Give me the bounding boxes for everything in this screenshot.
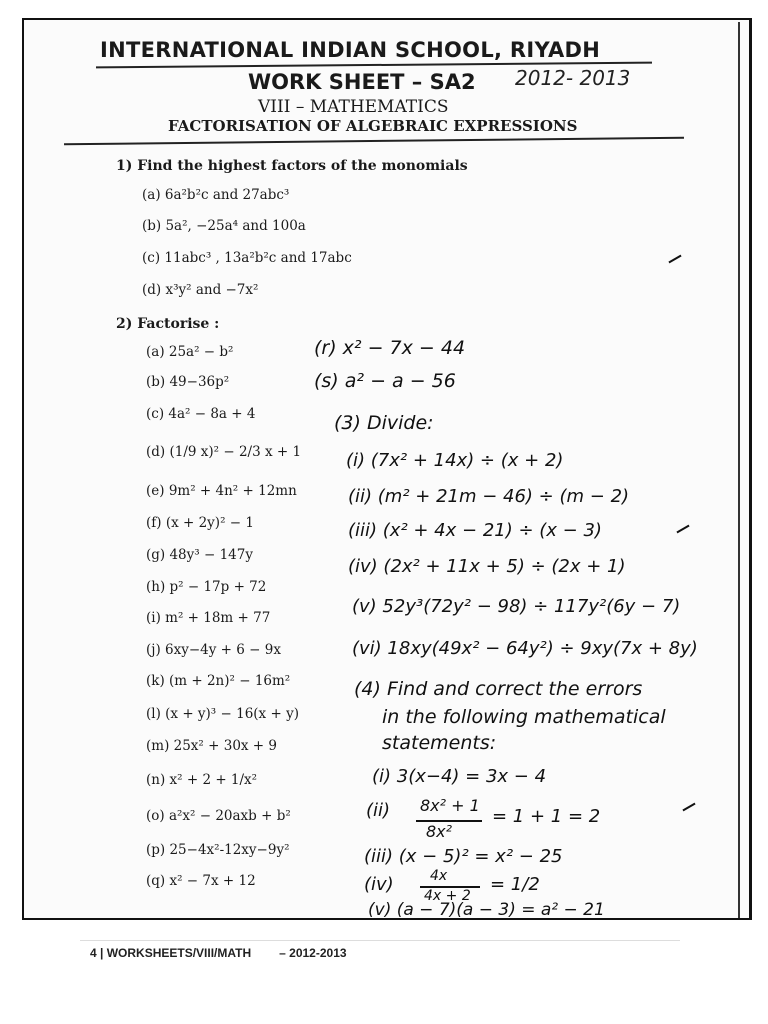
q4-item-ii-numerator: 8x² + 1 xyxy=(420,796,480,815)
q2-item-a: (a) 25a² − b² xyxy=(146,344,234,360)
topic-title: FACTORISATION OF ALGEBRAIC EXPRESSIONS xyxy=(168,117,578,135)
footer-rule xyxy=(80,940,680,941)
q2-heading: 2) Factorise : xyxy=(116,316,220,332)
q3-item-iii: (iii) (x² + 4x − 21) ÷ (x − 3) xyxy=(348,520,602,541)
q4-item-iv-numerator: 4x xyxy=(430,868,448,884)
q2-item-p: (p) 25−4x²-12xy−9y² xyxy=(146,842,290,858)
q2-item-m: (m) 25x² + 30x + 9 xyxy=(146,738,277,754)
school-title: INTERNATIONAL INDIAN SCHOOL, RIYADH xyxy=(100,38,601,62)
q2-item-e: (e) 9m² + 4n² + 12mn xyxy=(146,483,297,499)
q4-item-iv-denominator: 4x + 2 xyxy=(424,888,471,904)
q2-item-g: (g) 48y³ − 147y xyxy=(146,547,253,563)
q2-item-h: (h) p² − 17p + 72 xyxy=(146,579,267,595)
q4-heading-line2: in the following mathematical xyxy=(382,706,666,728)
q2-item-o: (o) a²x² − 20axb + b² xyxy=(146,808,291,824)
q2-item-c: (c) 4a² − 8a + 4 xyxy=(146,406,256,422)
q4-item-iii: (iii) (x − 5)² = x² − 25 xyxy=(364,846,563,867)
q3-item-vi: (vi) 18xy(49x² − 64y²) ÷ 9xy(7x + 8y) xyxy=(352,638,698,659)
q2-item-j: (j) 6xy−4y + 6 − 9x xyxy=(146,642,281,658)
q2-item-b: (b) 49−36p² xyxy=(146,374,230,390)
q2-item-n: (n) x² + 2 + 1/x² xyxy=(146,772,258,788)
q4-item-v: (v) (a − 7)(a − 3) = a² − 21 xyxy=(368,900,605,920)
q2-item-l: (l) (x + y)³ − 16(x + y) xyxy=(146,706,299,722)
footer-page: 4 | WORKSHEETS/VIII/MATH xyxy=(90,946,252,960)
footer-year: – 2012-2013 xyxy=(279,946,347,960)
q4-item-iv-label: (iv) xyxy=(364,874,394,895)
q1-item-b: (b) 5a², −25a⁴ and 100a xyxy=(142,218,306,234)
q2-item-i: (i) m² + 18m + 77 xyxy=(146,610,271,626)
q3-item-ii: (ii) (m² + 21m − 46) ÷ (m − 2) xyxy=(348,486,630,507)
q4-item-i: (i) 3(x−4) = 3x − 4 xyxy=(372,766,547,787)
q2-item-q: (q) x² − 7x + 12 xyxy=(146,873,256,889)
q2-item-f: (f) (x + 2y)² − 1 xyxy=(146,515,254,531)
q3-item-v: (v) 52y³(72y² − 98) ÷ 117y²(6y − 7) xyxy=(352,596,681,617)
q4-item-ii-denominator: 8x² xyxy=(426,822,453,841)
q4-item-ii-label: (ii) xyxy=(366,800,391,821)
q4-heading-line1: (4) Find and correct the errors xyxy=(354,678,643,700)
q2-item-d: (d) (1/9 x)² − 2/3 x + 1 xyxy=(146,444,302,460)
q1-item-a: (a) 6a²b²c and 27abc³ xyxy=(142,187,290,203)
worksheet-title: WORK SHEET – SA2 xyxy=(248,70,476,94)
page-footer xyxy=(90,946,375,960)
q1-item-c: (c) 11abc³ , 13a²b²c and 17abc xyxy=(142,250,352,266)
q4-item-ii-rhs: = 1 + 1 = 2 xyxy=(492,806,601,827)
class-subject: VIII – MATHEMATICS xyxy=(258,97,449,117)
scan-edge xyxy=(738,22,740,918)
q3-item-i: (i) (7x² + 14x) ÷ (x + 2) xyxy=(346,450,564,471)
q4-heading-line3: statements: xyxy=(382,732,497,754)
year-handwritten: 2012- 2013 xyxy=(515,66,631,90)
q1-heading: 1) Find the highest factors of the monomials xyxy=(116,158,468,174)
q4-item-iv-rhs: = 1/2 xyxy=(490,874,540,895)
q3-heading: (3) Divide: xyxy=(334,412,434,434)
q1-item-d: (d) x³y² and −7x² xyxy=(142,282,259,298)
q2-item-r-handwritten: (r) x² − 7x − 44 xyxy=(314,337,466,359)
q2-item-s-handwritten: (s) a² − a − 56 xyxy=(314,370,456,392)
q2-item-k: (k) (m + 2n)² − 16m² xyxy=(146,673,291,689)
q3-item-iv: (iv) (2x² + 11x + 5) ÷ (2x + 1) xyxy=(348,556,626,577)
